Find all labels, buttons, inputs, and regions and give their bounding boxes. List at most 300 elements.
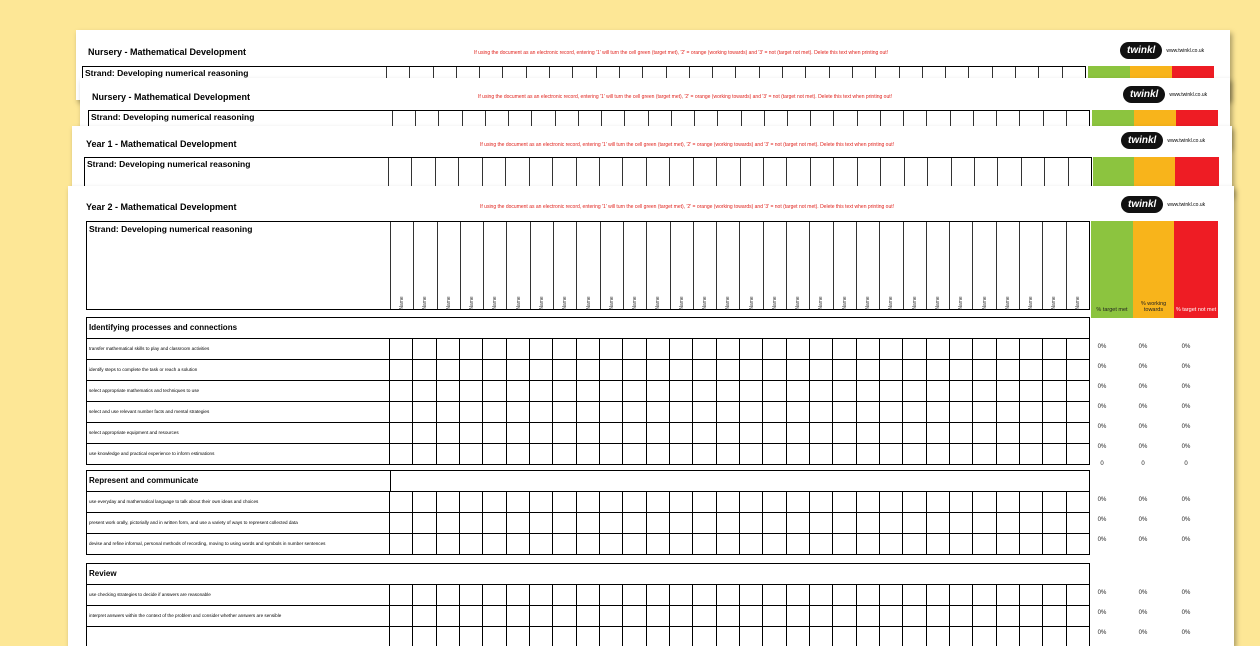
- mark-cell[interactable]: [529, 585, 552, 605]
- mark-cell[interactable]: [692, 534, 715, 554]
- mark-cell[interactable]: [576, 585, 599, 605]
- mark-cell[interactable]: [1019, 585, 1042, 605]
- mark-cell[interactable]: [1042, 585, 1065, 605]
- mark-cell[interactable]: [622, 444, 645, 464]
- mark-cell[interactable]: [926, 585, 949, 605]
- mark-cell[interactable]: [482, 606, 505, 626]
- mark-cell[interactable]: [646, 606, 669, 626]
- mark-cell[interactable]: [786, 360, 809, 380]
- mark-cell[interactable]: [879, 492, 902, 512]
- mark-cell[interactable]: [1019, 360, 1042, 380]
- mark-cell[interactable]: [1066, 606, 1089, 626]
- mark-cell[interactable]: [832, 339, 855, 359]
- mark-cell[interactable]: [599, 606, 622, 626]
- mark-cells[interactable]: [390, 492, 1089, 512]
- mark-cell[interactable]: [926, 534, 949, 554]
- mark-cell[interactable]: [1066, 360, 1089, 380]
- mark-cell[interactable]: [692, 339, 715, 359]
- mark-cell[interactable]: [1042, 339, 1065, 359]
- mark-cell[interactable]: [856, 381, 879, 401]
- mark-cell[interactable]: [856, 492, 879, 512]
- mark-cell[interactable]: [949, 513, 972, 533]
- mark-cell[interactable]: [716, 513, 739, 533]
- mark-cell[interactable]: [552, 360, 575, 380]
- mark-cell[interactable]: [902, 360, 925, 380]
- mark-cell[interactable]: [1066, 585, 1089, 605]
- mark-cell[interactable]: [856, 513, 879, 533]
- mark-cell[interactable]: [529, 423, 552, 443]
- mark-cell[interactable]: [412, 339, 435, 359]
- mark-cell[interactable]: [786, 534, 809, 554]
- mark-cell[interactable]: [809, 423, 832, 443]
- mark-cell[interactable]: [762, 444, 785, 464]
- mark-cell[interactable]: [576, 444, 599, 464]
- mark-cell[interactable]: [716, 381, 739, 401]
- mark-cell[interactable]: [762, 423, 785, 443]
- mark-cell[interactable]: [622, 381, 645, 401]
- mark-cell[interactable]: [972, 534, 995, 554]
- mark-cell[interactable]: [646, 492, 669, 512]
- mark-cell[interactable]: [902, 402, 925, 422]
- mark-cell[interactable]: [739, 360, 762, 380]
- mark-cell[interactable]: [856, 534, 879, 554]
- mark-cell[interactable]: [436, 381, 459, 401]
- mark-cell[interactable]: [739, 513, 762, 533]
- mark-cell[interactable]: [529, 444, 552, 464]
- mark-cell[interactable]: [832, 585, 855, 605]
- mark-cell[interactable]: [879, 606, 902, 626]
- mark-cell[interactable]: [856, 585, 879, 605]
- mark-cell[interactable]: [809, 381, 832, 401]
- mark-cell[interactable]: [436, 402, 459, 422]
- mark-cell[interactable]: [902, 444, 925, 464]
- mark-cell[interactable]: [390, 492, 412, 512]
- mark-cell[interactable]: [762, 606, 785, 626]
- mark-cell[interactable]: [809, 402, 832, 422]
- mark-cells[interactable]: [390, 606, 1089, 626]
- mark-cell[interactable]: [926, 423, 949, 443]
- mark-cells[interactable]: [390, 513, 1089, 533]
- mark-cell[interactable]: [1066, 423, 1089, 443]
- mark-cell[interactable]: [390, 444, 412, 464]
- mark-cell[interactable]: [646, 513, 669, 533]
- mark-cell[interactable]: [576, 606, 599, 626]
- mark-cell[interactable]: [949, 381, 972, 401]
- mark-cell[interactable]: [856, 339, 879, 359]
- mark-cell[interactable]: [552, 534, 575, 554]
- mark-cell[interactable]: [669, 513, 692, 533]
- mark-cell[interactable]: [552, 606, 575, 626]
- mark-cell[interactable]: [529, 339, 552, 359]
- mark-cell[interactable]: [412, 513, 435, 533]
- mark-cell[interactable]: [832, 381, 855, 401]
- mark-cell[interactable]: [599, 339, 622, 359]
- mark-cell[interactable]: [436, 513, 459, 533]
- mark-cell[interactable]: [879, 444, 902, 464]
- mark-cell[interactable]: [412, 585, 435, 605]
- mark-cells[interactable]: [390, 339, 1089, 359]
- mark-cell[interactable]: [949, 585, 972, 605]
- mark-cell[interactable]: [996, 513, 1019, 533]
- mark-cell[interactable]: [412, 606, 435, 626]
- mark-cell[interactable]: [716, 444, 739, 464]
- mark-cell[interactable]: [1019, 423, 1042, 443]
- mark-cell[interactable]: [786, 513, 809, 533]
- mark-cell[interactable]: [949, 444, 972, 464]
- mark-cell[interactable]: [832, 423, 855, 443]
- mark-cell[interactable]: [412, 360, 435, 380]
- mark-cell[interactable]: [809, 444, 832, 464]
- mark-cell[interactable]: [879, 381, 902, 401]
- mark-cell[interactable]: [412, 402, 435, 422]
- mark-cells[interactable]: [390, 423, 1089, 443]
- mark-cell[interactable]: [412, 381, 435, 401]
- mark-cell[interactable]: [996, 360, 1019, 380]
- mark-cell[interactable]: [599, 534, 622, 554]
- mark-cell[interactable]: [996, 585, 1019, 605]
- mark-cells[interactable]: [390, 444, 1089, 464]
- mark-cell[interactable]: [856, 360, 879, 380]
- mark-cell[interactable]: [692, 360, 715, 380]
- mark-cell[interactable]: [762, 534, 785, 554]
- mark-cell[interactable]: [762, 339, 785, 359]
- mark-cell[interactable]: [1066, 339, 1089, 359]
- mark-cell[interactable]: [669, 444, 692, 464]
- mark-cells[interactable]: [390, 402, 1089, 422]
- mark-cell[interactable]: [762, 492, 785, 512]
- mark-cells[interactable]: [390, 360, 1089, 380]
- mark-cell[interactable]: [390, 381, 412, 401]
- mark-cell[interactable]: [459, 381, 482, 401]
- mark-cell[interactable]: [552, 423, 575, 443]
- mark-cell[interactable]: [832, 360, 855, 380]
- mark-cell[interactable]: [856, 444, 879, 464]
- mark-cell[interactable]: [809, 513, 832, 533]
- mark-cell[interactable]: [972, 444, 995, 464]
- mark-cell[interactable]: [692, 606, 715, 626]
- mark-cell[interactable]: [552, 402, 575, 422]
- mark-cell[interactable]: [459, 492, 482, 512]
- mark-cell[interactable]: [669, 423, 692, 443]
- mark-cell[interactable]: [996, 423, 1019, 443]
- mark-cell[interactable]: [482, 423, 505, 443]
- mark-cell[interactable]: [926, 492, 949, 512]
- mark-cell[interactable]: [972, 492, 995, 512]
- mark-cell[interactable]: [926, 339, 949, 359]
- mark-cell[interactable]: [459, 423, 482, 443]
- mark-cell[interactable]: [739, 402, 762, 422]
- mark-cell[interactable]: [390, 606, 412, 626]
- mark-cell[interactable]: [436, 606, 459, 626]
- mark-cell[interactable]: [786, 339, 809, 359]
- mark-cell[interactable]: [972, 402, 995, 422]
- mark-cell[interactable]: [996, 339, 1019, 359]
- mark-cell[interactable]: [622, 339, 645, 359]
- mark-cell[interactable]: [1042, 360, 1065, 380]
- mark-cell[interactable]: [529, 360, 552, 380]
- mark-cell[interactable]: [902, 606, 925, 626]
- mark-cell[interactable]: [1042, 492, 1065, 512]
- mark-cell[interactable]: [576, 534, 599, 554]
- mark-cell[interactable]: [599, 585, 622, 605]
- mark-cell[interactable]: [739, 339, 762, 359]
- mark-cell[interactable]: [739, 444, 762, 464]
- mark-cell[interactable]: [786, 444, 809, 464]
- mark-cell[interactable]: [622, 423, 645, 443]
- mark-cell[interactable]: [996, 444, 1019, 464]
- mark-cell[interactable]: [482, 381, 505, 401]
- mark-cell[interactable]: [412, 492, 435, 512]
- mark-cell[interactable]: [552, 513, 575, 533]
- mark-cell[interactable]: [482, 513, 505, 533]
- mark-cell[interactable]: [809, 492, 832, 512]
- mark-cell[interactable]: [856, 606, 879, 626]
- mark-cell[interactable]: [996, 534, 1019, 554]
- mark-cell[interactable]: [1042, 606, 1065, 626]
- mark-cell[interactable]: [902, 585, 925, 605]
- mark-cell[interactable]: [506, 423, 529, 443]
- mark-cell[interactable]: [622, 513, 645, 533]
- mark-cell[interactable]: [1066, 534, 1089, 554]
- mark-cell[interactable]: [482, 444, 505, 464]
- mark-cell[interactable]: [996, 402, 1019, 422]
- mark-cell[interactable]: [879, 360, 902, 380]
- mark-cell[interactable]: [926, 513, 949, 533]
- mark-cell[interactable]: [1066, 402, 1089, 422]
- mark-cell[interactable]: [809, 534, 832, 554]
- mark-cell[interactable]: [390, 534, 412, 554]
- mark-cell[interactable]: [762, 402, 785, 422]
- mark-cell[interactable]: [646, 381, 669, 401]
- mark-cell[interactable]: [879, 585, 902, 605]
- mark-cell[interactable]: [459, 585, 482, 605]
- mark-cell[interactable]: [856, 423, 879, 443]
- mark-cell[interactable]: [599, 423, 622, 443]
- mark-cell[interactable]: [762, 513, 785, 533]
- mark-cell[interactable]: [529, 606, 552, 626]
- mark-cell[interactable]: [832, 492, 855, 512]
- mark-cell[interactable]: [1066, 444, 1089, 464]
- mark-cell[interactable]: [972, 585, 995, 605]
- mark-cell[interactable]: [739, 534, 762, 554]
- mark-cell[interactable]: [506, 444, 529, 464]
- mark-cell[interactable]: [576, 423, 599, 443]
- mark-cell[interactable]: [436, 423, 459, 443]
- mark-cell[interactable]: [482, 360, 505, 380]
- mark-cell[interactable]: [646, 402, 669, 422]
- mark-cell[interactable]: [949, 423, 972, 443]
- mark-cell[interactable]: [832, 606, 855, 626]
- mark-cell[interactable]: [832, 534, 855, 554]
- mark-cell[interactable]: [669, 339, 692, 359]
- mark-cell[interactable]: [1019, 513, 1042, 533]
- mark-cell[interactable]: [646, 585, 669, 605]
- mark-cell[interactable]: [949, 339, 972, 359]
- mark-cell[interactable]: [879, 423, 902, 443]
- mark-cell[interactable]: [529, 513, 552, 533]
- mark-cell[interactable]: [552, 339, 575, 359]
- mark-cell[interactable]: [786, 402, 809, 422]
- mark-cell[interactable]: [926, 381, 949, 401]
- mark-cell[interactable]: [599, 402, 622, 422]
- mark-cell[interactable]: [1066, 513, 1089, 533]
- mark-cell[interactable]: [646, 444, 669, 464]
- mark-cell[interactable]: [669, 534, 692, 554]
- mark-cell[interactable]: [436, 492, 459, 512]
- mark-cell[interactable]: [716, 339, 739, 359]
- mark-cell[interactable]: [482, 534, 505, 554]
- mark-cell[interactable]: [459, 513, 482, 533]
- mark-cell[interactable]: [879, 534, 902, 554]
- mark-cell[interactable]: [762, 585, 785, 605]
- mark-cell[interactable]: [646, 534, 669, 554]
- mark-cell[interactable]: [739, 606, 762, 626]
- mark-cell[interactable]: [832, 444, 855, 464]
- mark-cell[interactable]: [902, 381, 925, 401]
- mark-cell[interactable]: [832, 402, 855, 422]
- mark-cell[interactable]: [1066, 381, 1089, 401]
- mark-cell[interactable]: [436, 360, 459, 380]
- mark-cell[interactable]: [716, 360, 739, 380]
- mark-cell[interactable]: [739, 423, 762, 443]
- mark-cell[interactable]: [646, 360, 669, 380]
- mark-cell[interactable]: [786, 492, 809, 512]
- mark-cell[interactable]: [646, 339, 669, 359]
- mark-cell[interactable]: [669, 606, 692, 626]
- mark-cell[interactable]: [1042, 423, 1065, 443]
- mark-cell[interactable]: [599, 381, 622, 401]
- mark-cell[interactable]: [949, 360, 972, 380]
- mark-cell[interactable]: [529, 534, 552, 554]
- mark-cells[interactable]: [390, 534, 1089, 554]
- mark-cell[interactable]: [809, 339, 832, 359]
- mark-cell[interactable]: [390, 423, 412, 443]
- mark-cell[interactable]: [669, 492, 692, 512]
- mark-cell[interactable]: [716, 402, 739, 422]
- mark-cell[interactable]: [1019, 444, 1042, 464]
- mark-cell[interactable]: [390, 339, 412, 359]
- mark-cell[interactable]: [1019, 402, 1042, 422]
- mark-cell[interactable]: [762, 381, 785, 401]
- mark-cell[interactable]: [692, 492, 715, 512]
- mark-cell[interactable]: [459, 402, 482, 422]
- mark-cell[interactable]: [506, 402, 529, 422]
- mark-cell[interactable]: [576, 402, 599, 422]
- mark-cell[interactable]: [436, 534, 459, 554]
- mark-cell[interactable]: [436, 585, 459, 605]
- mark-cell[interactable]: [576, 381, 599, 401]
- mark-cell[interactable]: [506, 534, 529, 554]
- mark-cell[interactable]: [879, 402, 902, 422]
- mark-cell[interactable]: [972, 381, 995, 401]
- mark-cell[interactable]: [622, 402, 645, 422]
- mark-cell[interactable]: [1019, 606, 1042, 626]
- mark-cell[interactable]: [669, 402, 692, 422]
- mark-cell[interactable]: [622, 585, 645, 605]
- mark-cell[interactable]: [716, 423, 739, 443]
- mark-cell[interactable]: [716, 492, 739, 512]
- mark-cell[interactable]: [552, 585, 575, 605]
- mark-cell[interactable]: [692, 402, 715, 422]
- mark-cell[interactable]: [926, 402, 949, 422]
- mark-cell[interactable]: [809, 360, 832, 380]
- mark-cells[interactable]: [390, 381, 1089, 401]
- mark-cell[interactable]: [716, 534, 739, 554]
- mark-cell[interactable]: [856, 402, 879, 422]
- mark-cell[interactable]: [459, 534, 482, 554]
- mark-cell[interactable]: [972, 606, 995, 626]
- mark-cell[interactable]: [506, 360, 529, 380]
- mark-cell[interactable]: [692, 423, 715, 443]
- mark-cell[interactable]: [739, 585, 762, 605]
- mark-cell[interactable]: [692, 513, 715, 533]
- mark-cell[interactable]: [879, 339, 902, 359]
- mark-cell[interactable]: [786, 585, 809, 605]
- mark-cell[interactable]: [1019, 492, 1042, 512]
- mark-cell[interactable]: [902, 423, 925, 443]
- mark-cell[interactable]: [692, 585, 715, 605]
- mark-cell[interactable]: [436, 339, 459, 359]
- mark-cell[interactable]: [972, 339, 995, 359]
- mark-cell[interactable]: [622, 492, 645, 512]
- mark-cell[interactable]: [1042, 534, 1065, 554]
- mark-cell[interactable]: [902, 534, 925, 554]
- mark-cell[interactable]: [902, 339, 925, 359]
- mark-cell[interactable]: [599, 513, 622, 533]
- mark-cells[interactable]: [390, 585, 1089, 605]
- mark-cell[interactable]: [646, 423, 669, 443]
- mark-cell[interactable]: [926, 360, 949, 380]
- mark-cell[interactable]: [1042, 513, 1065, 533]
- mark-cell[interactable]: [576, 339, 599, 359]
- mark-cell[interactable]: [552, 444, 575, 464]
- mark-cell[interactable]: [926, 444, 949, 464]
- mark-cell[interactable]: [669, 585, 692, 605]
- mark-cell[interactable]: [669, 360, 692, 380]
- mark-cell[interactable]: [739, 381, 762, 401]
- mark-cell[interactable]: [949, 402, 972, 422]
- mark-cell[interactable]: [459, 360, 482, 380]
- mark-cell[interactable]: [996, 606, 1019, 626]
- mark-cell[interactable]: [739, 492, 762, 512]
- mark-cell[interactable]: [809, 606, 832, 626]
- mark-cell[interactable]: [552, 492, 575, 512]
- mark-cell[interactable]: [459, 606, 482, 626]
- mark-cell[interactable]: [832, 513, 855, 533]
- mark-cell[interactable]: [459, 444, 482, 464]
- mark-cell[interactable]: [390, 585, 412, 605]
- mark-cell[interactable]: [552, 381, 575, 401]
- mark-cell[interactable]: [786, 381, 809, 401]
- mark-cell[interactable]: [412, 534, 435, 554]
- mark-cell[interactable]: [390, 402, 412, 422]
- mark-cell[interactable]: [529, 402, 552, 422]
- mark-cell[interactable]: [972, 360, 995, 380]
- mark-cell[interactable]: [436, 444, 459, 464]
- mark-cell[interactable]: [576, 492, 599, 512]
- mark-cell[interactable]: [1019, 339, 1042, 359]
- mark-cell[interactable]: [762, 360, 785, 380]
- mark-cell[interactable]: [926, 606, 949, 626]
- mark-cell[interactable]: [786, 606, 809, 626]
- mark-cell[interactable]: [669, 381, 692, 401]
- mark-cell[interactable]: [482, 585, 505, 605]
- mark-cell[interactable]: [390, 513, 412, 533]
- mark-cell[interactable]: [996, 381, 1019, 401]
- mark-cell[interactable]: [599, 360, 622, 380]
- mark-cell[interactable]: [599, 444, 622, 464]
- mark-cell[interactable]: [902, 513, 925, 533]
